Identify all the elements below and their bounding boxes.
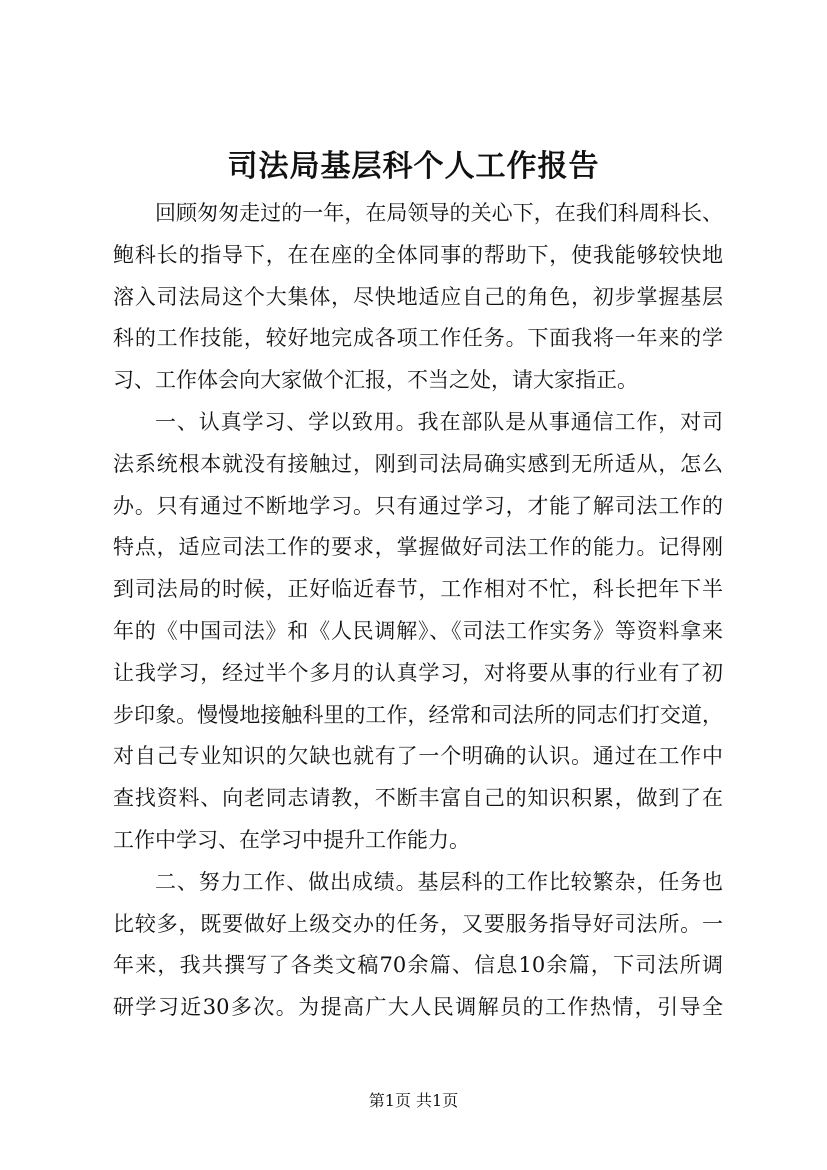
text-line: 比较多，既要做好上级交办的任务，又要服务指导好司法所。一 [113, 911, 723, 936]
document-title: 司法局基层科个人工作报告 [227, 149, 600, 184]
paragraph-2 [113, 402, 723, 862]
text-line: 年来，我共撰写了各类文稿70余篇、信息10余篇，下司法所调 [113, 953, 723, 978]
text-line: 二、努力工作、做出成绩。基层科的工作比较繁杂，任务也 [155, 869, 723, 894]
text-line: 鲍科长的指导下，在在座的全体同事的帮助下，使我能够较快地 [113, 242, 723, 267]
text-line: 办。只有通过不断地学习。只有通过学习，才能了解司法工作的 [113, 493, 723, 518]
paragraph-3 [113, 862, 723, 1029]
text-line: 特点，适应司法工作的要求，掌握做好司法工作的能力。记得刚 [113, 535, 723, 560]
text-line: 一、认真学习、学以致用。我在部队是从事通信工作，对司 [155, 409, 723, 434]
text-line: 到司法局的时候，正好临近春节，工作相对不忙，科长把年下半 [113, 577, 723, 602]
text-line: 习、工作体会向大家做个汇报，不当之处，请大家指正。 [113, 368, 638, 393]
page-footer: 第1页 共1页 [368, 1091, 459, 1110]
text-line: 步印象。慢慢地接触科里的工作，经常和司法所的同志们打交道， [113, 702, 723, 727]
text-line: 年的《中国司法》和《人民调解》、《司法工作实务》等资料拿来 [113, 618, 723, 643]
text-line: 科的工作技能，较好地完成各项工作任务。下面我将一年来的学 [113, 326, 723, 351]
text-line: 查找资料、向老同志请教，不断丰富自己的知识积累，做到了在 [113, 786, 723, 811]
text-line: 工作中学习、在学习中提升工作能力。 [113, 827, 470, 852]
text-line: 对自己专业知识的欠缺也就有了一个明确的认识。通过在工作中 [113, 744, 723, 769]
text-line: 研学习近30多次。为提高广大人民调解员的工作热情，引导全 [113, 995, 723, 1020]
text-line: 让我学习，经过半个多月的认真学习，对将要从事的行业有了初 [113, 660, 723, 685]
text-line: 溶入司法局这个大集体，尽快地适应自己的角色，初步掌握基层 [113, 284, 723, 309]
text-line: 法系统根本就没有接触过，刚到司法局确实感到无所适从，怎么 [113, 451, 723, 476]
text-line: 回顾匆匆走过的一年，在局领导的关心下，在我们科周科长、 [155, 201, 723, 225]
paragraph-1 [113, 193, 723, 402]
document-body [113, 193, 723, 1029]
